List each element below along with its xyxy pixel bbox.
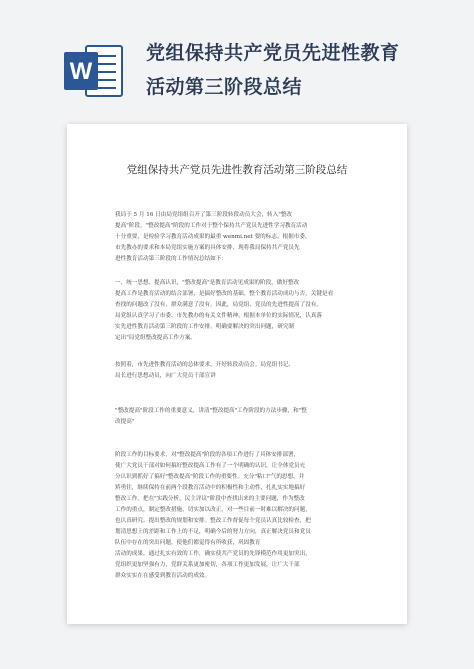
page-title-line-2: 活动第三阶段总结 (146, 76, 303, 98)
document-title: 党组保持共产党员先进性教育活动第三阶段总结 (126, 164, 348, 176)
word-document-icon (64, 44, 124, 98)
text-line: 群众实实在在感受到教育活动的成效。 (115, 573, 211, 579)
text-line: 分认识到抓好了搞好"整改提高"阶段工作的重要性。充分"粘口"气的思想，并 (115, 474, 305, 480)
text-line: 十分重要，是检验学习教育活动成果的最重 wenmi.net 要的标志。根据市委、 (115, 234, 311, 240)
text-line: 阶段工作的目标要求，对"整改提高"阶段的各项工作进行了具体安排部署， (115, 452, 300, 458)
page-title-line-1: 党组保持共产党员先进性教育 (146, 42, 400, 64)
text-line: 提高工作是教育活动的结合部署，是搞好整改的基础。整个教育活动成功与否，关键是看 (115, 291, 334, 297)
text-line: 局长进行思想动员，向广大党员干部宣讲 (115, 373, 216, 379)
text-line: 按照着，市先进性教育活动的总体要求，开好转段动员会。局党组书记、 (115, 362, 295, 368)
word-icon-letter: W (69, 58, 93, 85)
text-line: 划清思想上的差距和工作上的不足，明确今后的努力方向，真正解决党员和党员 (115, 529, 311, 535)
text-line: 局党组认真学习了市委、市先教办的有关文件精神，根据本单位的实际情况，认真落 (115, 313, 322, 319)
paragraph-2 (115, 278, 359, 344)
text-line: 查找的问题改了没有，群众满意了没有。因此，局党组、党员的先进性提高了没有。 (115, 302, 322, 308)
text-line: 一、统一思想、提高认识，"整改提高"是教育活动见成果的阶段，做好整改 (115, 280, 300, 286)
text-line: "整改提高"阶段工作的重要意义，讲清"整改提高"工作阶段的方法步骤，和"整 (115, 408, 307, 414)
text-line: 进性教育活动第三阶段的工作情况总结如下： (115, 256, 227, 262)
text-line: 工作的重点，制定整改措施，切实加以改正，对一些目前一时难以解决的问题， (115, 507, 311, 513)
text-line: 实先进性教育活动第三阶段的工作安排，明确要解决的突出问题，研究制 (115, 324, 295, 330)
text-line: 矫勇往，继续保持在前两个段教育活动中的积极性和主动性，扎扎实实地搞好 (115, 485, 306, 491)
document-page (67, 124, 407, 624)
text-line: 也认真研究、提出整改的规划和安排。整改工作督促每个党员认真比较检查，把 (115, 518, 311, 524)
text-line: 提高"阶段。"整改提高"阶段的工作对于整个保持共产党员先进性学习教育活动 (115, 223, 308, 229)
paragraph-1 (115, 210, 359, 265)
text-line: 我局于 5 月 16 日由局党组组召开了第三阶段转段动员大会，转入"整改 (115, 212, 292, 218)
text-line: 使广大党员干部对如何搞好整改提高工作有了一个明确的认识，让全体党员充 (115, 463, 306, 469)
text-line: 党组织更加坚强有力，党群关系更加密切，各项工作更加发展，让广大干部 (115, 562, 300, 568)
text-line: 改提高" (115, 419, 135, 425)
header (0, 0, 474, 110)
paragraph-4 (115, 406, 359, 428)
text-line: 队伍中存在的突出问题，使他们都觉得有所收获，巩固教育 (115, 540, 261, 546)
text-line: 市先教办的要求和本局党组实施方案的具体安排，现将我局保持共产党员先 (115, 245, 300, 251)
text-line: 整改工作。把在"实践分析，民主评议"阶段中查找出来的主要问题，作为整改 (115, 496, 305, 502)
paragraph-5 (115, 450, 359, 582)
text-line: 活动的成果。通过扎实有效的工作，确实使共产党员的先锋模范作用更加突出， (115, 551, 311, 557)
text-line: 定出"局党组整改提高工作方案。 (115, 335, 196, 341)
paragraph-3 (115, 360, 359, 382)
